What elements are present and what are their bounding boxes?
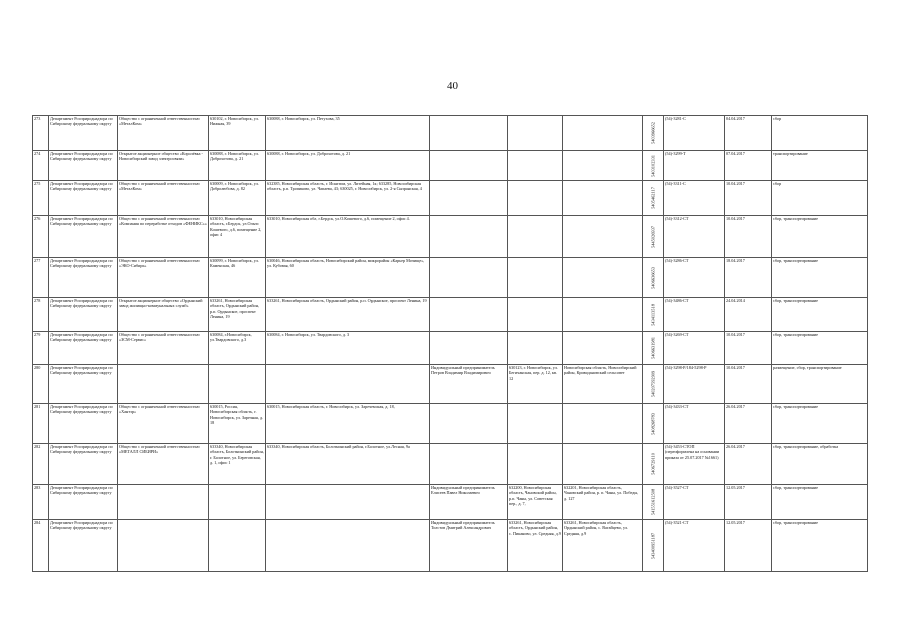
cell-ip-addr: 632200, Новосибирская область, Чановский район, р.п. Чаны, ул. Советская пер., д. 7, — [508, 485, 563, 520]
cell-ip-act — [563, 116, 643, 151]
cell-date: 04.04.2017 — [725, 116, 772, 151]
cell-inn — [643, 520, 664, 572]
cell-legal-addr: 630009, г. Новосибирск, ул. Добролюбова, д. 82 — [209, 181, 266, 216]
cell-ip-addr: 630123, г. Новосибирск, ул. Бегичанская, пер. д. 12, кв. 12 — [508, 365, 563, 404]
cell-name: Общество с ограниченной ответственностью «ЗСМ-Сервис» — [118, 332, 209, 365]
cell-activity: сбор, транспортирование — [772, 332, 868, 365]
cell-inn — [643, 151, 664, 181]
cell-date: 12.05.2017 — [725, 485, 772, 520]
cell-ip-act — [563, 216, 643, 258]
cell-ip-act: 632201, Новосибирская область, Чановский район, р. п. Чаны, ул. Победы, д. 127 — [563, 485, 643, 520]
cell-date: 12.05.2017 — [725, 520, 772, 572]
cell-n: 274 — [33, 151, 49, 181]
cell-date: 10.04.2017 — [725, 181, 772, 216]
cell-ip-name — [430, 151, 508, 181]
cell-n: 273 — [33, 116, 49, 151]
cell-act-addr: 630046, Новосибирская область, Новосибирский район, микрорайон «Карьер Мочище», ул. Кубовая, 60 — [266, 258, 430, 298]
cell-ip-act — [563, 151, 643, 181]
table-row — [33, 258, 868, 298]
cell-n: 279 — [33, 332, 49, 365]
cell-ip-addr: 633261, Новосибирская область, Ордынский район, с. Пиканово, ул. Средняя, д.9 — [508, 520, 563, 572]
inn-text: 5406636653 — [650, 266, 656, 289]
cell-org: Департамент Росприроднадзора по Сибирскому федеральному округу — [49, 216, 118, 258]
cell-activity: сбор — [772, 181, 868, 216]
cell-name: Общество с ограниченной ответственностью «МеталКом» — [118, 116, 209, 151]
table-row — [33, 520, 868, 572]
cell-lic: (54)-3521-СТ — [664, 520, 725, 572]
cell-legal-addr — [209, 520, 266, 572]
cell-activity: сбор, транспортирование, обработка — [772, 444, 868, 485]
inn-text: 5408268783 — [650, 412, 656, 435]
cell-ip-name — [430, 444, 508, 485]
cell-lic: (54)-3299-Т — [664, 151, 725, 181]
cell-name — [118, 365, 209, 404]
cell-act-addr — [266, 520, 430, 572]
cell-ip-name: Индивидуальный предприниматель Толстов Дмитрий Александрович — [430, 520, 508, 572]
cell-ip-addr — [508, 216, 563, 258]
cell-activity: сбор, транспортирование — [772, 520, 868, 572]
cell-lic: (54)-3311-С — [664, 181, 725, 216]
inn-text: 5406729110 — [650, 453, 656, 475]
cell-n: 278 — [33, 298, 49, 332]
cell-date: 26.04.2017 — [725, 404, 772, 444]
cell-ip-addr — [508, 444, 563, 485]
cell-date: 24.04.2014 — [725, 298, 772, 332]
cell-org: Департамент Росприроднадзора по Сибирскому федеральному округу — [49, 365, 118, 404]
table-row — [33, 404, 868, 444]
cell-name — [118, 485, 209, 520]
cell-org: Департамент Росприроднадзора по Сибирскому федеральному округу — [49, 258, 118, 298]
cell-legal-addr: 633261, Новосибирская область, Ордынский район, р.п. Ордынское, проспект Ленина, 19 — [209, 298, 266, 332]
cell-inn — [643, 258, 664, 298]
table-row — [33, 216, 868, 258]
cell-activity: сбор, транспортирование — [772, 216, 868, 258]
cell-ip-addr — [508, 404, 563, 444]
cell-name — [118, 520, 209, 572]
table-row — [33, 365, 868, 404]
inn-text: 5406631981 — [650, 337, 656, 359]
cell-lic: (54)-3298-Р/184-5298-Р — [664, 365, 725, 404]
cell-date: 10.04.2017 — [725, 216, 772, 258]
cell-ip-addr — [508, 181, 563, 216]
cell-n: 284 — [33, 520, 49, 572]
cell-lic: (54)-3453-СТОП (переоформлена на основании приказа от 25.07.2017 №1661) — [664, 444, 725, 485]
cell-inn — [643, 365, 664, 404]
cell-activity: сбор, транспортирование — [772, 298, 868, 332]
cell-ip-addr — [508, 258, 563, 298]
cell-name: Общество с ограниченной ответственностью «МеталКом» — [118, 181, 209, 216]
cell-org: Департамент Росприроднадзора по Сибирскому федеральному округу — [49, 485, 118, 520]
cell-lic: (54)-3281-С — [664, 116, 725, 151]
cell-n: 283 — [33, 485, 49, 520]
cell-ip-name — [430, 404, 508, 444]
cell-name: Открытое акционерное общество «Ордынский завод жилищно-коммунальных служб» — [118, 298, 209, 332]
cell-org: Департамент Росприроднадзора по Сибирскому федеральному округу — [49, 404, 118, 444]
cell-lic: (54)-3312-СТ — [664, 216, 725, 258]
cell-date: 18.04.2017 — [725, 258, 772, 298]
cell-ip-act — [563, 444, 643, 485]
cell-legal-addr: 633340, Новосибирская область, Болотнинский район, г. Болотное, ул. Береговская, д. 1, офис 1 — [209, 444, 266, 485]
inn-text: 5403966652 — [650, 122, 656, 144]
cell-ip-addr — [508, 151, 563, 181]
cell-name: Общество с ограниченной ответственностью «Хантэр» — [118, 404, 209, 444]
cell-act-addr: 630088, г. Новосибирск, ул. Петухова, 35 — [266, 116, 430, 151]
cell-act-addr: 633340, Новосибирская область, Болотнинский район, г.Болотное, ул.Лесная, 9а — [266, 444, 430, 485]
inn-text: 543400951187 — [650, 532, 656, 559]
cell-inn — [643, 444, 664, 485]
cell-date: 07.04.2017 — [725, 151, 772, 181]
cell-date: 26.04.2017 — [725, 444, 772, 485]
cell-lic: (54)-3433-СТ — [664, 404, 725, 444]
table-row — [33, 151, 868, 181]
cell-name: Общество с ограниченной ответственностью «МЕТАЛЛ СИБИРИ» — [118, 444, 209, 485]
cell-ip-act — [563, 181, 643, 216]
cell-act-addr: 632385, Новосибирская область, г. Искитим, ул. Литейная, 1к; 633285, Новосибирская область, р.п. Тропиково, ул. Чапаева, 43; 630025, г. Новосибирск, ул. 2-я Сызранская, 4 — [266, 181, 430, 216]
cell-ip-name — [430, 332, 508, 365]
cell-inn — [643, 298, 664, 332]
cell-act-addr: 633010, Новосибирская обл, г.Бердск, ул.О.Кошевого, д.6, помещение 2, офис 4. — [266, 216, 430, 258]
cell-lic: (54)-3286-СТ — [664, 258, 725, 298]
cell-inn — [643, 116, 664, 151]
cell-ip-act — [563, 404, 643, 444]
cell-ip-act — [563, 332, 643, 365]
cell-org: Департамент Росприроднадзора по Сибирскому федеральному округу — [49, 332, 118, 365]
cell-act-addr: 630015, Новосибирская область, г. Новосибирск, ул. Заречемская, д. 18, — [266, 404, 430, 444]
cell-org: Департамент Росприроднадзора по Сибирскому федеральному округу — [49, 151, 118, 181]
cell-legal-addr: 630015, Россия, Новосибирская область, г. Новосибирск, ул. Заречная, д. 18 — [209, 404, 266, 444]
cell-ip-addr — [508, 298, 563, 332]
cell-lic: (54)-3269-СТ — [664, 332, 725, 365]
cell-ip-name — [430, 216, 508, 258]
cell-legal-addr: 630088, г. Новосибирск, ул. Доброхотова, д. 21 — [209, 151, 266, 181]
cell-ip-name: Индивидуальный предприниматель Елисеев Павел Николаевич — [430, 485, 508, 520]
cell-activity: сбор, транспортирование — [772, 258, 868, 298]
cell-lic: (54)-3486-СТ — [664, 298, 725, 332]
cell-ip-name: Индивидуальный предприниматель Петров Владимир Владимирович — [430, 365, 508, 404]
inn-text: 540207592909 — [650, 370, 656, 398]
cell-ip-name — [430, 116, 508, 151]
license-registry-table — [32, 115, 868, 572]
cell-ip-name — [430, 298, 508, 332]
cell-name: Общество с ограниченной ответственностью «ЭКО-Сибирь» — [118, 258, 209, 298]
cell-inn — [643, 485, 664, 520]
cell-org: Департамент Росприроднадзора по Сибирскому федеральному округу — [49, 298, 118, 332]
cell-n: 280 — [33, 365, 49, 404]
cell-inn — [643, 181, 664, 216]
cell-date: 10.04.2017 — [725, 365, 772, 404]
inn-text: 5403102331 — [650, 154, 656, 177]
cell-act-addr — [266, 365, 430, 404]
cell-act-addr: 630088, г. Новосибирск, ул. Доброхотова, д. 21 — [266, 151, 430, 181]
table-row — [33, 444, 868, 485]
cell-ip-name — [430, 258, 508, 298]
cell-inn — [643, 332, 664, 365]
cell-lic: (54)-3527-СТ — [664, 485, 725, 520]
inn-text: 5434113518 — [650, 303, 656, 326]
cell-act-addr: 633261, Новосибирская область, Ордынский район, р.п. Ордынское, проспект Ленина, 19 — [266, 298, 430, 332]
cell-name: Общество с ограниченной ответственностью «Компания по переработке отходов «ФЕНИКС»» — [118, 216, 209, 258]
cell-legal-addr — [209, 365, 266, 404]
cell-activity: сбор, транспортирование — [772, 485, 868, 520]
cell-ip-addr — [508, 332, 563, 365]
table-row — [33, 485, 868, 520]
cell-n: 276 — [33, 216, 49, 258]
table-row — [33, 116, 868, 151]
cell-activity: сбор — [772, 116, 868, 151]
cell-inn — [643, 404, 664, 444]
inn-text: 5405462117 — [650, 187, 656, 209]
cell-activity: транспортирование — [772, 151, 868, 181]
cell-org: Департамент Росприроднадзора по Сибирскому федеральному округу — [49, 181, 118, 216]
cell-n: 277 — [33, 258, 49, 298]
cell-name: Открытое акционерное общество «Королёвка - Новосибирский завод электросвязи» — [118, 151, 209, 181]
cell-n: 281 — [33, 404, 49, 444]
table-row — [33, 332, 868, 365]
cell-legal-addr — [209, 485, 266, 520]
cell-legal-addr: 630099, г. Новосибирск, ул. Каменская, 46 — [209, 258, 266, 298]
cell-ip-act: 633261, Новосибирская область, Ордынский район, с. Вагайцево, ул. Средняя, д.9 — [563, 520, 643, 572]
cell-activity: сбор, транспортирование — [772, 404, 868, 444]
page-number: 40 — [447, 80, 458, 92]
inn-text: 541551612508 — [650, 488, 656, 516]
cell-org: Департамент Росприроднадзора по Сибирскому федеральному округу — [49, 444, 118, 485]
cell-n: 282 — [33, 444, 49, 485]
cell-ip-act — [563, 258, 643, 298]
cell-act-addr — [266, 485, 430, 520]
cell-org: Департамент Росприроднадзора по Сибирскому федеральному округу — [49, 520, 118, 572]
cell-legal-addr: 633010, Новосибирская область, г.Бердск, ул.Ольги Кошевого, д.6, помещение 2, офис 4 — [209, 216, 266, 258]
cell-ip-act: Новосибирская область, Новосибирский район, Криводановский сельсовет — [563, 365, 643, 404]
cell-act-addr: 630084, г. Новосибирск, ул. Твардовского, д. 3 — [266, 332, 430, 365]
table-row — [33, 298, 868, 332]
cell-date: 10.04.2017 — [725, 332, 772, 365]
cell-legal-addr: 630102, г. Новосибирск, ул. Нижная, 39 — [209, 116, 266, 151]
cell-activity: размещение, сбор, транспортирование — [772, 365, 868, 404]
table-row — [33, 181, 868, 216]
inn-text: 5445026937 — [650, 225, 656, 248]
cell-org: Департамент Росприроднадзора по Сибирскому федеральному округу — [49, 116, 118, 151]
cell-ip-name — [430, 181, 508, 216]
cell-n: 275 — [33, 181, 49, 216]
cell-inn — [643, 216, 664, 258]
cell-ip-addr — [508, 116, 563, 151]
cell-ip-act — [563, 298, 643, 332]
cell-legal-addr: 630084, г.Новосибирск, ул.Твардовского, д.3 — [209, 332, 266, 365]
